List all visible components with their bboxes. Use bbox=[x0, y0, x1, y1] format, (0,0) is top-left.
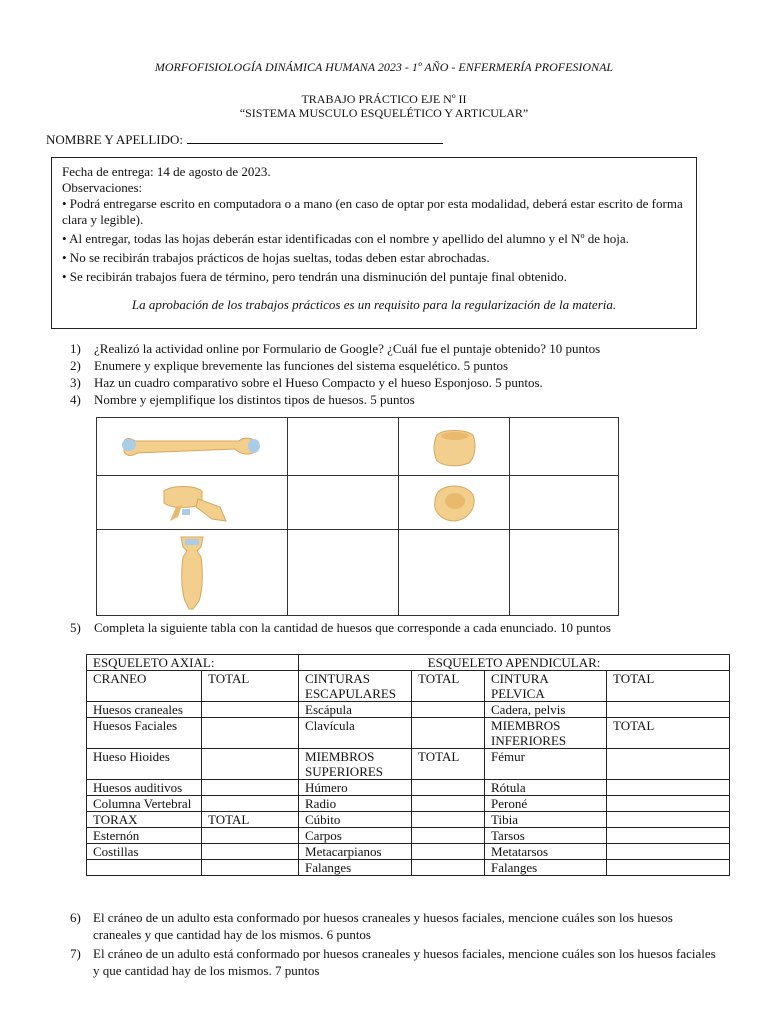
answer-cell[interactable] bbox=[412, 812, 485, 828]
course-header: MORFOFISIOLOGÍA DINÁMICA HUMANA 2023 - 1º AÑO - ENFERMERÍA PROFESIONAL bbox=[154, 60, 614, 74]
table-cell: Huesos Faciales bbox=[87, 718, 202, 749]
answer-cell[interactable] bbox=[202, 702, 299, 718]
answer-cell[interactable] bbox=[607, 702, 730, 718]
table-cell: TOTAL bbox=[607, 718, 730, 749]
bone-types-grid bbox=[96, 417, 619, 616]
table-cell: Falanges bbox=[299, 860, 412, 876]
question-item: 5) Completa la siguiente tabla con la cantidad de huesos que corresponde a cada enunciado. 10 puntos bbox=[70, 620, 611, 635]
table-cell: Cadera, pelvis bbox=[485, 702, 607, 718]
table-cell: Metatarsos bbox=[485, 844, 607, 860]
answer-cell[interactable] bbox=[607, 780, 730, 796]
table-cell: Rótula bbox=[485, 780, 607, 796]
answer-cell[interactable] bbox=[87, 860, 202, 876]
answer-cell[interactable] bbox=[202, 780, 299, 796]
irregular-bone-cell bbox=[97, 476, 288, 530]
blank-cell[interactable] bbox=[288, 476, 399, 530]
answer-cell[interactable] bbox=[412, 780, 485, 796]
question-item: 1) ¿Realizó la actividad online por Formulario de Google? ¿Cuál fue el puntaje obtenido? 10 puntos bbox=[70, 341, 601, 356]
table-cell: Radio bbox=[299, 796, 412, 812]
answer-cell[interactable] bbox=[412, 844, 485, 860]
blank-cell[interactable] bbox=[288, 530, 399, 616]
observation-bullet: • No se recibirán trabajos prácticos de hojas sueltas, todas deben estar abrochadas. bbox=[62, 250, 490, 265]
table-cell: Esternón bbox=[87, 828, 202, 844]
observation-bullet: • Se recibirán trabajos fuera de término, pero tendrán una disminución del puntaje final obtenido. bbox=[62, 269, 567, 284]
answer-cell[interactable] bbox=[202, 796, 299, 812]
answer-cell[interactable] bbox=[202, 828, 299, 844]
table-cell: Peroné bbox=[485, 796, 607, 812]
answer-cell[interactable] bbox=[607, 749, 730, 780]
sternum-icon bbox=[167, 533, 217, 613]
observations-label: Observaciones: bbox=[62, 180, 143, 195]
observation-bullet: • Podrá entregarse escrito en computadora o a mano (en caso de optar por esta modalidad, deberá estar escrito de forma clara y legible). bbox=[62, 196, 683, 227]
appendicular-header: ESQUELETO APENDICULAR: bbox=[299, 655, 730, 671]
question-item: 4) Nombre y ejemplifique los distintos tipos de huesos. 5 puntos bbox=[70, 392, 415, 407]
table-cell: MIEMBROS INFERIORES bbox=[485, 718, 607, 749]
approval-note: La aprobación de los trabajos prácticos es un requisito para la regularización de la materia. bbox=[131, 297, 617, 312]
short-bone-icon bbox=[429, 425, 479, 469]
table-cell: Huesos craneales bbox=[87, 702, 202, 718]
table-cell: Cúbito bbox=[299, 812, 412, 828]
due-date: Fecha de entrega: 14 de agosto de 2023. bbox=[62, 164, 271, 179]
table-cell: TOTAL bbox=[202, 671, 299, 702]
table-cell: Escápula bbox=[299, 702, 412, 718]
observations-box bbox=[51, 157, 697, 329]
table-cell: Costillas bbox=[87, 844, 202, 860]
blank-cell[interactable] bbox=[510, 418, 619, 476]
axial-header: ESQUELETO AXIAL: bbox=[87, 655, 299, 671]
table-cell: CRANEO bbox=[87, 671, 202, 702]
blank-cell[interactable] bbox=[399, 530, 510, 616]
answer-cell[interactable] bbox=[607, 844, 730, 860]
flat-bone-cell bbox=[97, 530, 288, 616]
table-cell: Hueso Hioides bbox=[87, 749, 202, 780]
table-cell: TOTAL bbox=[202, 812, 299, 828]
assignment-title: TRABAJO PRÁCTICO EJE Nº II bbox=[301, 92, 467, 106]
table-cell: Huesos auditivos bbox=[87, 780, 202, 796]
answer-cell[interactable] bbox=[202, 749, 299, 780]
table-cell: CINTURA PELVICA bbox=[485, 671, 607, 702]
question-item: 6) El cráneo de un adulto esta conformado por huesos craneales y huesos faciales, mencione cuáles son los huesos craneales y que cantidad hay de los mismos. 6 puntos bbox=[70, 910, 673, 942]
answer-cell[interactable] bbox=[202, 718, 299, 749]
answer-cell[interactable] bbox=[607, 812, 730, 828]
name-field bbox=[46, 131, 443, 148]
vertebra-icon bbox=[142, 481, 242, 525]
answer-cell[interactable] bbox=[607, 828, 730, 844]
table-cell: CINTURAS ESCAPULARES bbox=[299, 671, 412, 702]
table-cell: MIEMBROS SUPERIORES bbox=[299, 749, 412, 780]
answer-cell[interactable] bbox=[412, 828, 485, 844]
skeleton-table bbox=[86, 654, 730, 876]
answer-cell[interactable] bbox=[202, 860, 299, 876]
table-cell: Columna Vertebral bbox=[87, 796, 202, 812]
answer-cell[interactable] bbox=[412, 702, 485, 718]
assignment-subtitle: “SISTEMA MUSCULO ESQUELÉTICO Y ARTICULAR” bbox=[239, 106, 529, 120]
observation-bullet: • Al entregar, todas las hojas deberán estar identificadas con el nombre y apellido del alumno y el Nº de hoja. bbox=[62, 231, 629, 246]
name-blank-line[interactable] bbox=[187, 131, 443, 144]
table-cell: TORAX bbox=[87, 812, 202, 828]
answer-cell[interactable] bbox=[412, 860, 485, 876]
answer-cell[interactable] bbox=[202, 844, 299, 860]
question-item: 2) Enumere y explique brevemente las funciones del sistema esquelético. 5 puntos bbox=[70, 358, 509, 373]
name-label: NOMBRE Y APELLIDO: bbox=[46, 132, 183, 147]
short-bone-cell bbox=[399, 418, 510, 476]
table-cell: Tibia bbox=[485, 812, 607, 828]
long-bone-cell bbox=[97, 418, 288, 476]
table-cell: Tarsos bbox=[485, 828, 607, 844]
sesamoid-bone-icon bbox=[429, 481, 479, 525]
long-bone-icon bbox=[117, 427, 267, 467]
blank-cell[interactable] bbox=[288, 418, 399, 476]
answer-cell[interactable] bbox=[412, 718, 485, 749]
table-cell: Húmero bbox=[299, 780, 412, 796]
answer-cell[interactable] bbox=[607, 796, 730, 812]
question-item: 7) El cráneo de un adulto está conformado por huesos craneales y huesos faciales, mencione cuáles son los huesos faciales y que cantidad hay de los mismos. 7 puntos bbox=[70, 946, 716, 978]
answer-cell[interactable] bbox=[607, 860, 730, 876]
table-cell: TOTAL bbox=[607, 671, 730, 702]
blank-cell[interactable] bbox=[510, 476, 619, 530]
table-cell: Falanges bbox=[485, 860, 607, 876]
question-list bbox=[70, 340, 600, 408]
question-item: 3) Haz un cuadro comparativo sobre el Hueso Compacto y el hueso Esponjoso. 5 puntos. bbox=[70, 375, 543, 390]
blank-cell[interactable] bbox=[510, 530, 619, 616]
answer-cell[interactable] bbox=[412, 796, 485, 812]
sesamoid-bone-cell bbox=[399, 476, 510, 530]
table-cell: Carpos bbox=[299, 828, 412, 844]
table-cell: Clavícula bbox=[299, 718, 412, 749]
table-cell: Metacarpianos bbox=[299, 844, 412, 860]
table-cell: Fémur bbox=[485, 749, 607, 780]
table-cell: TOTAL bbox=[412, 749, 485, 780]
table-cell: TOTAL bbox=[412, 671, 485, 702]
